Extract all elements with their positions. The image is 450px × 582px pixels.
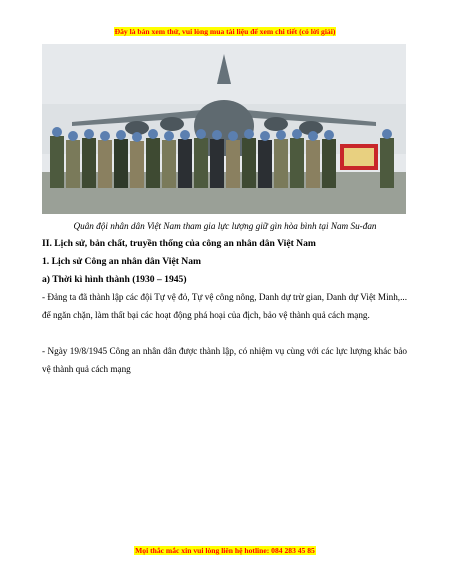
- preview-banner: [0, 27, 450, 37]
- subsection-heading: 1. Lịch sử Công an nhân dân Việt Nam: [42, 256, 202, 267]
- hotline-banner-text: Mọi thắc mắc xin vui lòng liên hệ hotline: 084 283 45 85: [135, 546, 315, 555]
- hotline-banner: [0, 546, 450, 556]
- subsubsection-heading: a) Thời kì hình thành (1930 – 1945): [42, 274, 187, 285]
- image-caption: Quân đội nhân dân Việt Nam tham gia lực lượng giữ gìn hòa bình tại Nam Su-đan: [73, 221, 377, 231]
- paragraph: - Ngày 19/8/1945 Công an nhân dân được thành lập, có nhiệm vụ cùng với các lực lượng khác bảo vệ thành quả cách mạng: [42, 346, 407, 375]
- section-heading: II. Lịch sử, bản chất, truyền thống của công an nhân dân Việt Nam: [42, 238, 316, 249]
- photo-peacekeepers: [42, 44, 406, 214]
- paragraph: - Đảng ta đã thành lập các đội Tự vệ đỏ, Tự vệ công nông, Danh dự trừ gian, Danh dự Việt Minh,... để ngăn chặn, làm thất bại các hoạt động phá hoại của địch, bảo vệ thành quả cách mạng.: [42, 292, 407, 321]
- preview-banner-text: Đây là bản xem thử, vui lòng mua tài liệu để xem chi tiết (có lời giải): [114, 27, 336, 36]
